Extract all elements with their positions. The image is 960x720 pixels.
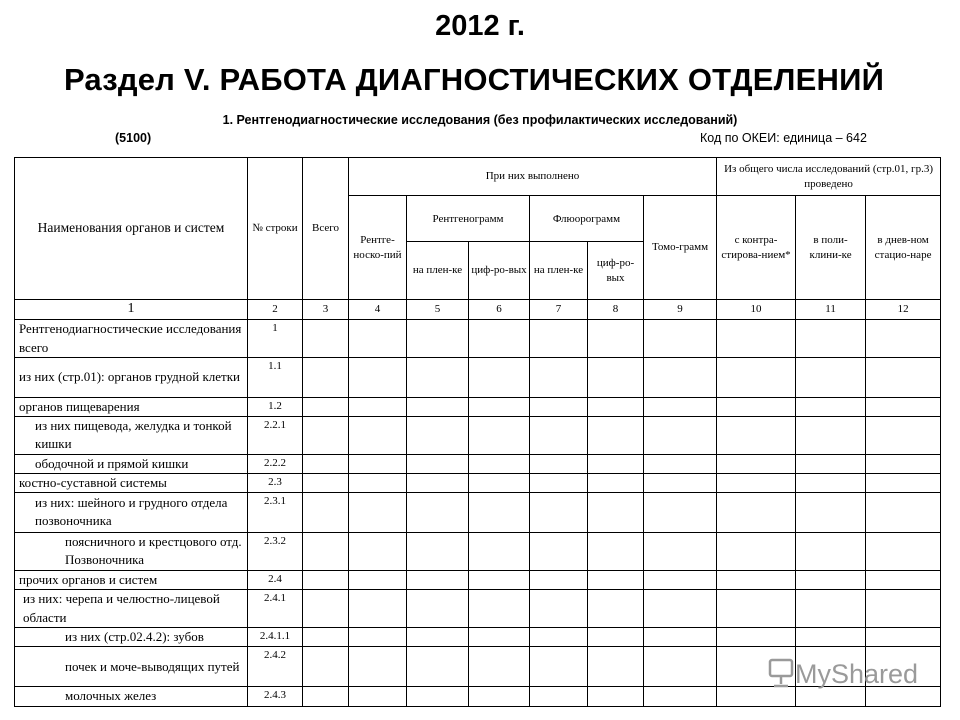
data-cell[interactable] — [469, 398, 530, 417]
data-cell[interactable] — [644, 628, 717, 647]
data-cell[interactable] — [349, 417, 407, 454]
data-cell[interactable] — [303, 590, 349, 628]
data-cell[interactable] — [407, 320, 469, 358]
data-cell[interactable] — [407, 570, 469, 589]
data-cell[interactable] — [303, 398, 349, 417]
data-cell[interactable] — [407, 473, 469, 492]
data-cell[interactable] — [717, 398, 796, 417]
data-cell[interactable] — [349, 647, 407, 687]
header-fluorograms-film: на плен-ке — [530, 242, 588, 300]
data-cell[interactable] — [349, 590, 407, 628]
row-name: из них (стр.01): органов грудной клетки — [15, 358, 248, 398]
data-cell[interactable] — [469, 532, 530, 570]
column-number: 8 — [588, 300, 644, 320]
table-row — [15, 492, 941, 532]
data-cell[interactable] — [407, 358, 469, 398]
data-cell[interactable] — [866, 417, 941, 454]
row-name: ободочной и прямой кишки — [15, 454, 248, 473]
data-cell[interactable] — [349, 398, 407, 417]
data-cell[interactable] — [469, 492, 530, 532]
data-cell[interactable] — [530, 358, 588, 398]
data-cell[interactable] — [530, 417, 588, 454]
row-number: 2.3.2 — [248, 532, 303, 570]
data-cell[interactable] — [469, 417, 530, 454]
data-cell[interactable] — [644, 590, 717, 628]
data-cell[interactable] — [469, 320, 530, 358]
data-cell[interactable] — [866, 570, 941, 589]
column-number: 6 — [469, 300, 530, 320]
data-cell[interactable] — [530, 532, 588, 570]
data-cell[interactable] — [717, 473, 796, 492]
data-cell[interactable] — [866, 628, 941, 647]
data-cell[interactable] — [644, 492, 717, 532]
data-cell[interactable] — [407, 590, 469, 628]
data-cell[interactable] — [349, 320, 407, 358]
data-cell[interactable] — [644, 687, 717, 706]
header-radiograms-film: на плен-ке — [407, 242, 469, 300]
header-radiograms-digital: циф-ро-вых — [469, 242, 530, 300]
year-heading: 2012 г. — [435, 10, 525, 42]
column-number: 10 — [717, 300, 796, 320]
data-cell[interactable] — [866, 532, 941, 570]
data-cell[interactable] — [796, 570, 866, 589]
data-cell[interactable] — [644, 473, 717, 492]
row-number: 2.2.1 — [248, 417, 303, 454]
data-cell[interactable] — [530, 473, 588, 492]
data-cell[interactable] — [796, 473, 866, 492]
data-cell[interactable] — [303, 628, 349, 647]
table-row — [15, 358, 941, 398]
header-fluorograms: Флюорограмм — [530, 196, 644, 242]
data-cell[interactable] — [530, 628, 588, 647]
data-cell[interactable] — [866, 398, 941, 417]
data-cell[interactable] — [303, 417, 349, 454]
data-cell[interactable] — [588, 473, 644, 492]
data-cell[interactable] — [530, 398, 588, 417]
table-row — [15, 320, 941, 358]
data-cell[interactable] — [303, 687, 349, 706]
data-cell[interactable] — [717, 628, 796, 647]
data-cell[interactable] — [644, 358, 717, 398]
data-cell[interactable] — [349, 358, 407, 398]
data-cell[interactable] — [303, 358, 349, 398]
column-number: 3 — [303, 300, 349, 320]
data-cell[interactable] — [644, 398, 717, 417]
header-day-hospital: в днев-ном стацио-наре — [866, 196, 941, 300]
data-cell[interactable] — [407, 647, 469, 687]
data-cell[interactable] — [303, 320, 349, 358]
data-cell[interactable] — [866, 492, 941, 532]
data-cell[interactable] — [717, 454, 796, 473]
column-number: 1 — [15, 300, 248, 320]
column-number: 2 — [248, 300, 303, 320]
row-name: поясничного и крестцового отд. Позвоночника — [15, 532, 248, 570]
data-cell[interactable] — [530, 590, 588, 628]
data-cell[interactable] — [530, 492, 588, 532]
form-code: (5100) — [115, 131, 152, 145]
data-cell[interactable] — [303, 532, 349, 570]
header-fluoroscopy: Рентге-носко-пий — [349, 196, 407, 300]
data-cell[interactable] — [588, 590, 644, 628]
data-cell[interactable] — [588, 570, 644, 589]
table-row — [15, 417, 941, 454]
data-cell[interactable] — [644, 320, 717, 358]
data-cell[interactable] — [349, 492, 407, 532]
data-cell[interactable] — [349, 628, 407, 647]
table-row — [15, 590, 941, 628]
data-cell[interactable] — [588, 417, 644, 454]
column-number: 4 — [349, 300, 407, 320]
row-number: 2.2.2 — [248, 454, 303, 473]
data-cell[interactable] — [866, 473, 941, 492]
data-cell[interactable] — [407, 628, 469, 647]
header-polyclinic: в поли-клини-ке — [796, 196, 866, 300]
data-cell[interactable] — [588, 398, 644, 417]
row-name: органов пищеварения — [15, 398, 248, 417]
data-cell[interactable] — [588, 532, 644, 570]
data-cell[interactable] — [303, 473, 349, 492]
data-cell[interactable] — [717, 492, 796, 532]
data-cell[interactable] — [407, 417, 469, 454]
data-cell[interactable] — [717, 570, 796, 589]
data-cell[interactable] — [717, 532, 796, 570]
data-cell[interactable] — [407, 532, 469, 570]
data-cell[interactable] — [866, 320, 941, 358]
data-cell[interactable] — [303, 492, 349, 532]
data-cell[interactable] — [530, 687, 588, 706]
data-cell[interactable] — [796, 590, 866, 628]
row-name: Рентгенодиагностические исследования всего — [15, 320, 248, 358]
data-cell[interactable] — [349, 454, 407, 473]
data-cell[interactable] — [407, 454, 469, 473]
header-row-number: № строки — [248, 158, 303, 300]
header-radiograms: Рентгенограмм — [407, 196, 530, 242]
data-cell[interactable] — [588, 454, 644, 473]
table-row — [15, 398, 941, 417]
data-cell[interactable] — [796, 417, 866, 454]
data-cell[interactable] — [588, 687, 644, 706]
table-subtitle: 1. Рентгенодиагностические исследования (без профилактических исследований) — [222, 113, 738, 127]
data-cell[interactable] — [796, 454, 866, 473]
row-name: молочных желез — [15, 687, 248, 706]
row-name: прочих органов и систем — [15, 570, 248, 589]
header-organs: Наименования органов и систем — [15, 158, 248, 300]
table-row — [15, 532, 941, 570]
header-performed: При них выполнено — [349, 158, 717, 196]
data-cell[interactable] — [349, 473, 407, 492]
data-cell[interactable] — [349, 570, 407, 589]
data-cell[interactable] — [407, 492, 469, 532]
data-cell[interactable] — [588, 647, 644, 687]
row-number: 2.3.1 — [248, 492, 303, 532]
row-number: 2.4.3 — [248, 687, 303, 706]
data-cell[interactable] — [588, 358, 644, 398]
data-cell[interactable] — [796, 628, 866, 647]
header-tomograms: Томо-грамм — [644, 196, 717, 300]
column-number: 7 — [530, 300, 588, 320]
data-cell[interactable] — [588, 628, 644, 647]
okei-code: Код по ОКЕИ: единица – 642 — [700, 131, 867, 145]
column-number-row — [15, 300, 941, 320]
data-cell[interactable] — [469, 628, 530, 647]
data-cell[interactable] — [407, 687, 469, 706]
data-cell[interactable] — [303, 570, 349, 589]
table-row — [15, 454, 941, 473]
header-fluorograms-digital: циф-ро-вых — [588, 242, 644, 300]
data-cell[interactable] — [717, 417, 796, 454]
data-cell[interactable] — [644, 454, 717, 473]
row-name: почек и моче-выводящих путей — [15, 647, 248, 687]
row-name: из них пищевода, желудка и тонкой кишки — [15, 417, 248, 454]
data-cell[interactable] — [303, 647, 349, 687]
data-cell[interactable] — [530, 647, 588, 687]
data-cell[interactable] — [644, 532, 717, 570]
data-cell[interactable] — [349, 532, 407, 570]
data-cell[interactable] — [717, 320, 796, 358]
data-cell[interactable] — [588, 320, 644, 358]
header-from-total: Из общего числа исследований (стр.01, гр.3) проведено — [717, 158, 941, 196]
data-cell[interactable] — [796, 358, 866, 398]
section-title: Раздел V. РАБОТА ДИАГНОСТИЧЕСКИХ ОТДЕЛЕНИЙ — [63, 62, 885, 97]
row-name: костно-суставной системы — [15, 473, 248, 492]
diagnostics-table — [14, 157, 941, 707]
data-cell[interactable] — [469, 590, 530, 628]
data-cell[interactable] — [717, 358, 796, 398]
row-number: 2.4.1 — [248, 590, 303, 628]
data-cell[interactable] — [717, 590, 796, 628]
data-cell[interactable] — [796, 532, 866, 570]
row-name: из них: шейного и грудного отдела позвоночника — [15, 492, 248, 532]
data-cell[interactable] — [866, 590, 941, 628]
row-number: 2.4.2 — [248, 647, 303, 687]
column-number: 5 — [407, 300, 469, 320]
row-number: 1.2 — [248, 398, 303, 417]
data-cell[interactable] — [644, 570, 717, 589]
presentation-icon — [770, 660, 792, 686]
data-cell[interactable] — [530, 570, 588, 589]
data-cell[interactable] — [469, 454, 530, 473]
data-cell[interactable] — [588, 492, 644, 532]
row-number: 2.3 — [248, 473, 303, 492]
row-number: 2.4 — [248, 570, 303, 589]
data-cell[interactable] — [469, 647, 530, 687]
data-cell[interactable] — [644, 417, 717, 454]
data-cell[interactable] — [349, 687, 407, 706]
row-number: 1.1 — [248, 358, 303, 398]
data-cell[interactable] — [469, 570, 530, 589]
header-contrast: с контра-стирова-нием* — [717, 196, 796, 300]
data-cell[interactable] — [469, 687, 530, 706]
table-row — [15, 628, 941, 647]
watermark-logo — [767, 654, 927, 694]
data-cell[interactable] — [469, 358, 530, 398]
row-name: из них (стр.02.4.2): зубов — [15, 628, 248, 647]
data-cell[interactable] — [796, 398, 866, 417]
column-number: 11 — [796, 300, 866, 320]
data-cell[interactable] — [407, 398, 469, 417]
data-cell[interactable] — [796, 492, 866, 532]
header-total: Всего — [303, 158, 349, 300]
row-number: 1 — [248, 320, 303, 358]
data-cell[interactable] — [866, 454, 941, 473]
row-number: 2.4.1.1 — [248, 628, 303, 647]
data-cell[interactable] — [644, 647, 717, 687]
table-row — [15, 473, 941, 492]
data-cell[interactable] — [303, 454, 349, 473]
column-number: 9 — [644, 300, 717, 320]
column-number: 12 — [866, 300, 941, 320]
data-cell[interactable] — [866, 358, 941, 398]
table-row — [15, 570, 941, 589]
data-cell[interactable] — [796, 320, 866, 358]
data-cell[interactable] — [530, 320, 588, 358]
row-name: из них: черепа и челюстно-лицевой области — [15, 590, 248, 628]
watermark-text: MyShared — [795, 659, 919, 689]
data-cell[interactable] — [530, 454, 588, 473]
data-cell[interactable] — [469, 473, 530, 492]
